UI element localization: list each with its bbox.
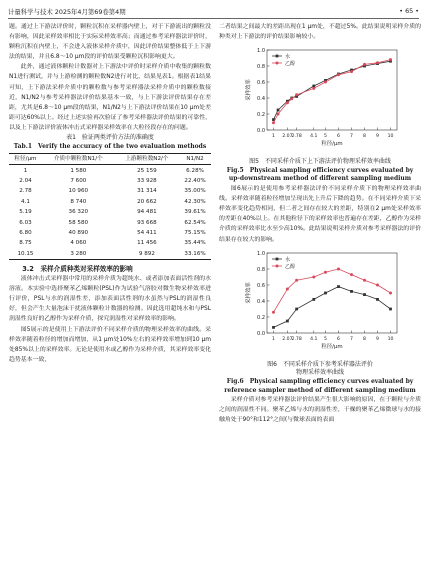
y-tick-label: 0.2 [257, 111, 265, 118]
data-point [277, 109, 280, 112]
data-point [350, 70, 353, 73]
y-tick-label: 1.0 [257, 250, 265, 257]
fig5-caption-en: Fig.5 Physical sampling efficiency curves evaluated by [226, 166, 414, 174]
y-axis-label: 采样效率 [246, 281, 252, 304]
table-cell: 6.03 [19, 219, 32, 226]
legend-marker [276, 55, 279, 58]
x-tick-label: 2.78 [291, 134, 302, 140]
table-cell: 10 960 [68, 188, 89, 195]
table-cell: 8.75 [19, 240, 32, 247]
data-point [272, 310, 275, 313]
legend-marker [276, 257, 279, 260]
fig6-caption-cn: 图6 不同采样介质下参考采样器法评价 [267, 360, 373, 368]
legend-marker [276, 62, 279, 65]
running-header [8, 6, 419, 19]
x-tick-label: 7 [350, 336, 353, 342]
table-cell: 9 892 [138, 250, 155, 257]
fig6-caption-en: Fig.6 Physical sampling efficiency curves evaluated by [226, 377, 414, 385]
table-cell: 93 668 [137, 219, 157, 226]
x-axis-label: 粒径/μm [321, 343, 343, 350]
data-point [295, 278, 298, 281]
table-row [9, 238, 211, 248]
table-cell: 11 456 [137, 240, 157, 247]
x-tick-label: 4.1 [310, 134, 318, 140]
data-point [312, 87, 315, 90]
table-cell: 2.04 [19, 177, 32, 184]
data-point [363, 278, 366, 281]
table-row [9, 176, 211, 186]
page-number: • 65 • [399, 7, 419, 15]
table-cell: 1 [23, 167, 28, 174]
table-caption-cn: 表1 验证两类评价方法的准确度 [66, 134, 154, 142]
data-point [376, 283, 379, 286]
data-point [324, 291, 327, 294]
table-cell: 10.15 [17, 250, 34, 257]
figure-5 [219, 42, 421, 184]
x-tick-label: 6 [337, 134, 340, 140]
table-cell: 35.44% [184, 240, 206, 247]
data-point [272, 326, 275, 329]
table-cell: 2.78 [19, 188, 32, 195]
table-cell: 94 481 [137, 209, 157, 216]
table-cell: 75.15% [184, 229, 206, 236]
column-header: 介质中颗粒数N1/个 [53, 156, 103, 163]
table-cell: 39.61% [184, 209, 206, 216]
y-tick-label: 0.6 [257, 282, 265, 289]
table-cell: 5.19 [19, 209, 32, 216]
table-row [9, 249, 211, 260]
data-point [389, 291, 392, 294]
fig6-caption-cn: 物理采样效率曲线 [295, 369, 344, 377]
x-tick-label: 7 [350, 134, 353, 140]
table-cell: 62.54% [184, 219, 206, 226]
x-tick-label: 1 [272, 336, 275, 342]
table-cell: 8 740 [70, 198, 87, 205]
y-tick-label: 1.0 [257, 47, 265, 54]
y-tick-label: 0.0 [257, 330, 265, 337]
data-point [324, 270, 327, 273]
table-row [9, 228, 211, 238]
table-cell: 4.1 [21, 198, 30, 205]
column-header: 上游颗粒数N2/个 [125, 156, 169, 163]
x-tick-label: 10 [387, 134, 394, 140]
x-tick-label: 5 [324, 134, 327, 140]
left-column [9, 22, 211, 365]
data-point [363, 293, 366, 296]
paragraph: 液体冲击式采样器中常用的采样介质为超纯水、或者添加表面活性剂的水溶液。本实验中选择聚苯乙烯颗粒(PSL)作为试验气溶胶对微生物采样效率进行评价，PSL与水的润湿性差，添加表面活性剂的水虽然与PSL的润湿性良好，但会产生大量泡沫干扰液体颗粒计数器的检测。因此选用超纯水和与PSL润湿性良好的乙醇作为采样介质，探究润湿性对采样效率的影响。 [9, 276, 211, 323]
fig5-line-chart [219, 42, 421, 154]
legend-label: 水 [285, 53, 291, 60]
accuracy-table [9, 153, 211, 260]
table-cell: 20 662 [137, 198, 157, 205]
table-cell: 3 280 [70, 250, 87, 257]
data-point [350, 290, 353, 293]
x-tick-label: 1 [272, 134, 275, 140]
table-row [9, 165, 211, 176]
table-cell: 33 928 [137, 177, 157, 184]
table-cell: 6.28% [186, 167, 204, 174]
x-tick-label: 2.07 [282, 134, 293, 140]
y-tick-label: 0.2 [257, 314, 265, 321]
paragraph: 图5展示的是使用上下游法评价不同采样介质的物理采样效率的曲线。采样效率随着粒径的增加而增加，从1 μm处10%左右的采样效率增加到10 μm处85%以上的采样效率。无论是使用水或乙醇作为采样介质，其采样效率变化趋势基本一致， [9, 326, 211, 363]
table-cell: 7 600 [70, 177, 87, 184]
x-tick-label: 5 [324, 336, 327, 342]
x-tick-label: 10 [387, 336, 394, 342]
data-point [286, 319, 289, 322]
data-point [295, 93, 298, 96]
y-tick-label: 0.4 [257, 95, 265, 102]
x-axis-label: 粒径/μm [321, 141, 343, 148]
journal-title: 计量科学与技术 2025年4月第69卷第4期 [8, 8, 126, 16]
table-row [9, 217, 211, 227]
table-cell: 6.80 [19, 229, 32, 236]
table-body [9, 165, 211, 260]
table-cell: 1 580 [70, 167, 87, 174]
legend-marker [276, 264, 279, 267]
x-tick-label: 9 [376, 134, 379, 140]
data-point [295, 307, 298, 310]
data-point [350, 273, 353, 276]
paragraph: 采样介质对参考采样器法评价结果产生很大影响的原因，在于颗粒与介质之间的润湿性不同。聚苯乙烯与水的润湿性差，干燥的聚苯乙烯微球与水的接触角处于90°和112°之间(与微球表面的表面 [219, 397, 421, 424]
x-tick-label: 9 [376, 336, 379, 342]
data-point [312, 298, 315, 301]
fig6-line-chart [219, 245, 421, 357]
data-point [376, 298, 379, 301]
table-header-row [9, 154, 211, 165]
series-line-water [274, 286, 391, 327]
x-tick-label: 8 [363, 134, 366, 140]
data-point [376, 61, 379, 64]
data-point [363, 63, 366, 66]
data-point [286, 101, 289, 104]
column-header: 粒径/μm [14, 156, 37, 163]
table-cell: 35.00% [184, 188, 206, 195]
right-column [219, 22, 421, 425]
data-point [324, 81, 327, 84]
x-tick-label: 2.78 [291, 336, 302, 342]
y-tick-label: 0.0 [257, 127, 265, 134]
y-tick-label: 0.6 [257, 79, 265, 86]
table-caption-en: Tab.1 Verify the accuracy of the two evaluation methods [13, 143, 207, 151]
y-tick-label: 0.8 [257, 266, 265, 273]
table-cell: 33.16% [184, 250, 206, 257]
data-point [337, 73, 340, 76]
legend-label: 乙醇 [285, 263, 296, 270]
data-point [277, 113, 280, 116]
table-cell: 54 411 [137, 229, 157, 236]
table-row [9, 197, 211, 207]
table-cell: 42.30% [184, 198, 206, 205]
fig6-caption-en: reference sampler method of different sampling medium [224, 386, 416, 394]
table-cell: 4 060 [70, 240, 87, 247]
x-tick-label: 2.07 [282, 336, 293, 342]
legend-label: 乙醇 [285, 60, 296, 67]
column-header: N1/N2 [186, 156, 204, 163]
x-tick-label: 4.1 [310, 336, 318, 342]
table-cell: 22.40% [184, 177, 206, 184]
data-point [337, 285, 340, 288]
paragraph: 此外，通过液体颗粒计数器对上下游法中评价时采样介质中收集的颗粒数N1进行测试，并与上游检测的颗粒数N2进行对比，结果见表1。根据表1结果可知，上下游法采样介质中的颗粒数与参考采样器法采样介质中的颗粒数接近，N1/N2与参考采样器法评价结果基本一致，与上下游法评价结果存在差距，尤其是6.8～10 μm段的结果，N1/N2与上下游法评价结果在10 μm处差距可达60%以上。经过上述实验再次验证了参考采样器法评价结果的可靠性，以及上下游法评价液体冲击式采样器采样效率在大粒径段存在的问题。 [9, 64, 211, 131]
table-cell: 31 314 [137, 188, 157, 195]
y-axis-label: 采样效率 [246, 79, 252, 101]
paragraph: 二者结果之间最大的差距出现在1 μm处，不超过5%。此结果说明采样介质的种类对上下游法的评价结果影响较小。 [219, 24, 421, 41]
table-cell: 36 320 [68, 209, 89, 216]
table-cell: 58 580 [68, 219, 89, 226]
fig5-caption-en: up-downstream method of different sampling medium [228, 175, 412, 183]
table-cell: 40 890 [68, 229, 89, 236]
data-point [337, 267, 340, 270]
paragraph: 图6展示的是使用参考采样器法评价不同采样介质下的物理采样效率曲线。采样效率随着粒径增加呈现出先上升后下降的趋势。在不同采样介质下采样效率变化趋势相同，但二者之间存在较大的差距，特别在2 μm处采样效率的差距在40%以上。在其他粒径下的采样效率也普遍存在差距，乙醇作为采样介质的采样效率比水至少高10%。此结果说明采样介质对参考采样器法的评价结果存在较大的影响。 [219, 186, 421, 243]
data-point [272, 121, 275, 124]
x-tick-label: 6 [337, 336, 340, 342]
y-tick-label: 0.8 [257, 63, 265, 70]
data-point [389, 307, 392, 310]
table-row [9, 186, 211, 196]
y-tick-label: 0.4 [257, 298, 265, 305]
fig5-caption-cn: 图5 不同采样介质下上下游法评价物理采样效率曲线 [249, 158, 391, 166]
figure-6 [219, 245, 421, 395]
legend-label: 水 [285, 256, 291, 263]
x-tick-label: 8 [363, 336, 366, 342]
data-point [312, 275, 315, 278]
paragraph: 题。通过上下游法评价时，颗粒沉积在采样器内壁上，对于下游流出的颗粒没有影响，因此采样效率相比于实际采样效率高；而通过参考采样器法评价时，颗粒沉积在内壁上，不会进入液体采样介质中，因此评价结果整体低于上下游法的结果，并且6.8～10 μm段的评价结果受颗粒沉积影响更大。 [9, 24, 211, 61]
data-point [290, 97, 293, 100]
section-heading: 3.2 采样介质种类对采样效率的影响 [22, 264, 133, 273]
table-cell: 25 159 [137, 167, 157, 174]
series-line-ethanol [274, 60, 391, 123]
series-line-ethanol [274, 269, 391, 312]
series-line-water [274, 61, 391, 119]
data-point [389, 58, 392, 61]
data-point [286, 287, 289, 290]
table-row [9, 207, 211, 217]
